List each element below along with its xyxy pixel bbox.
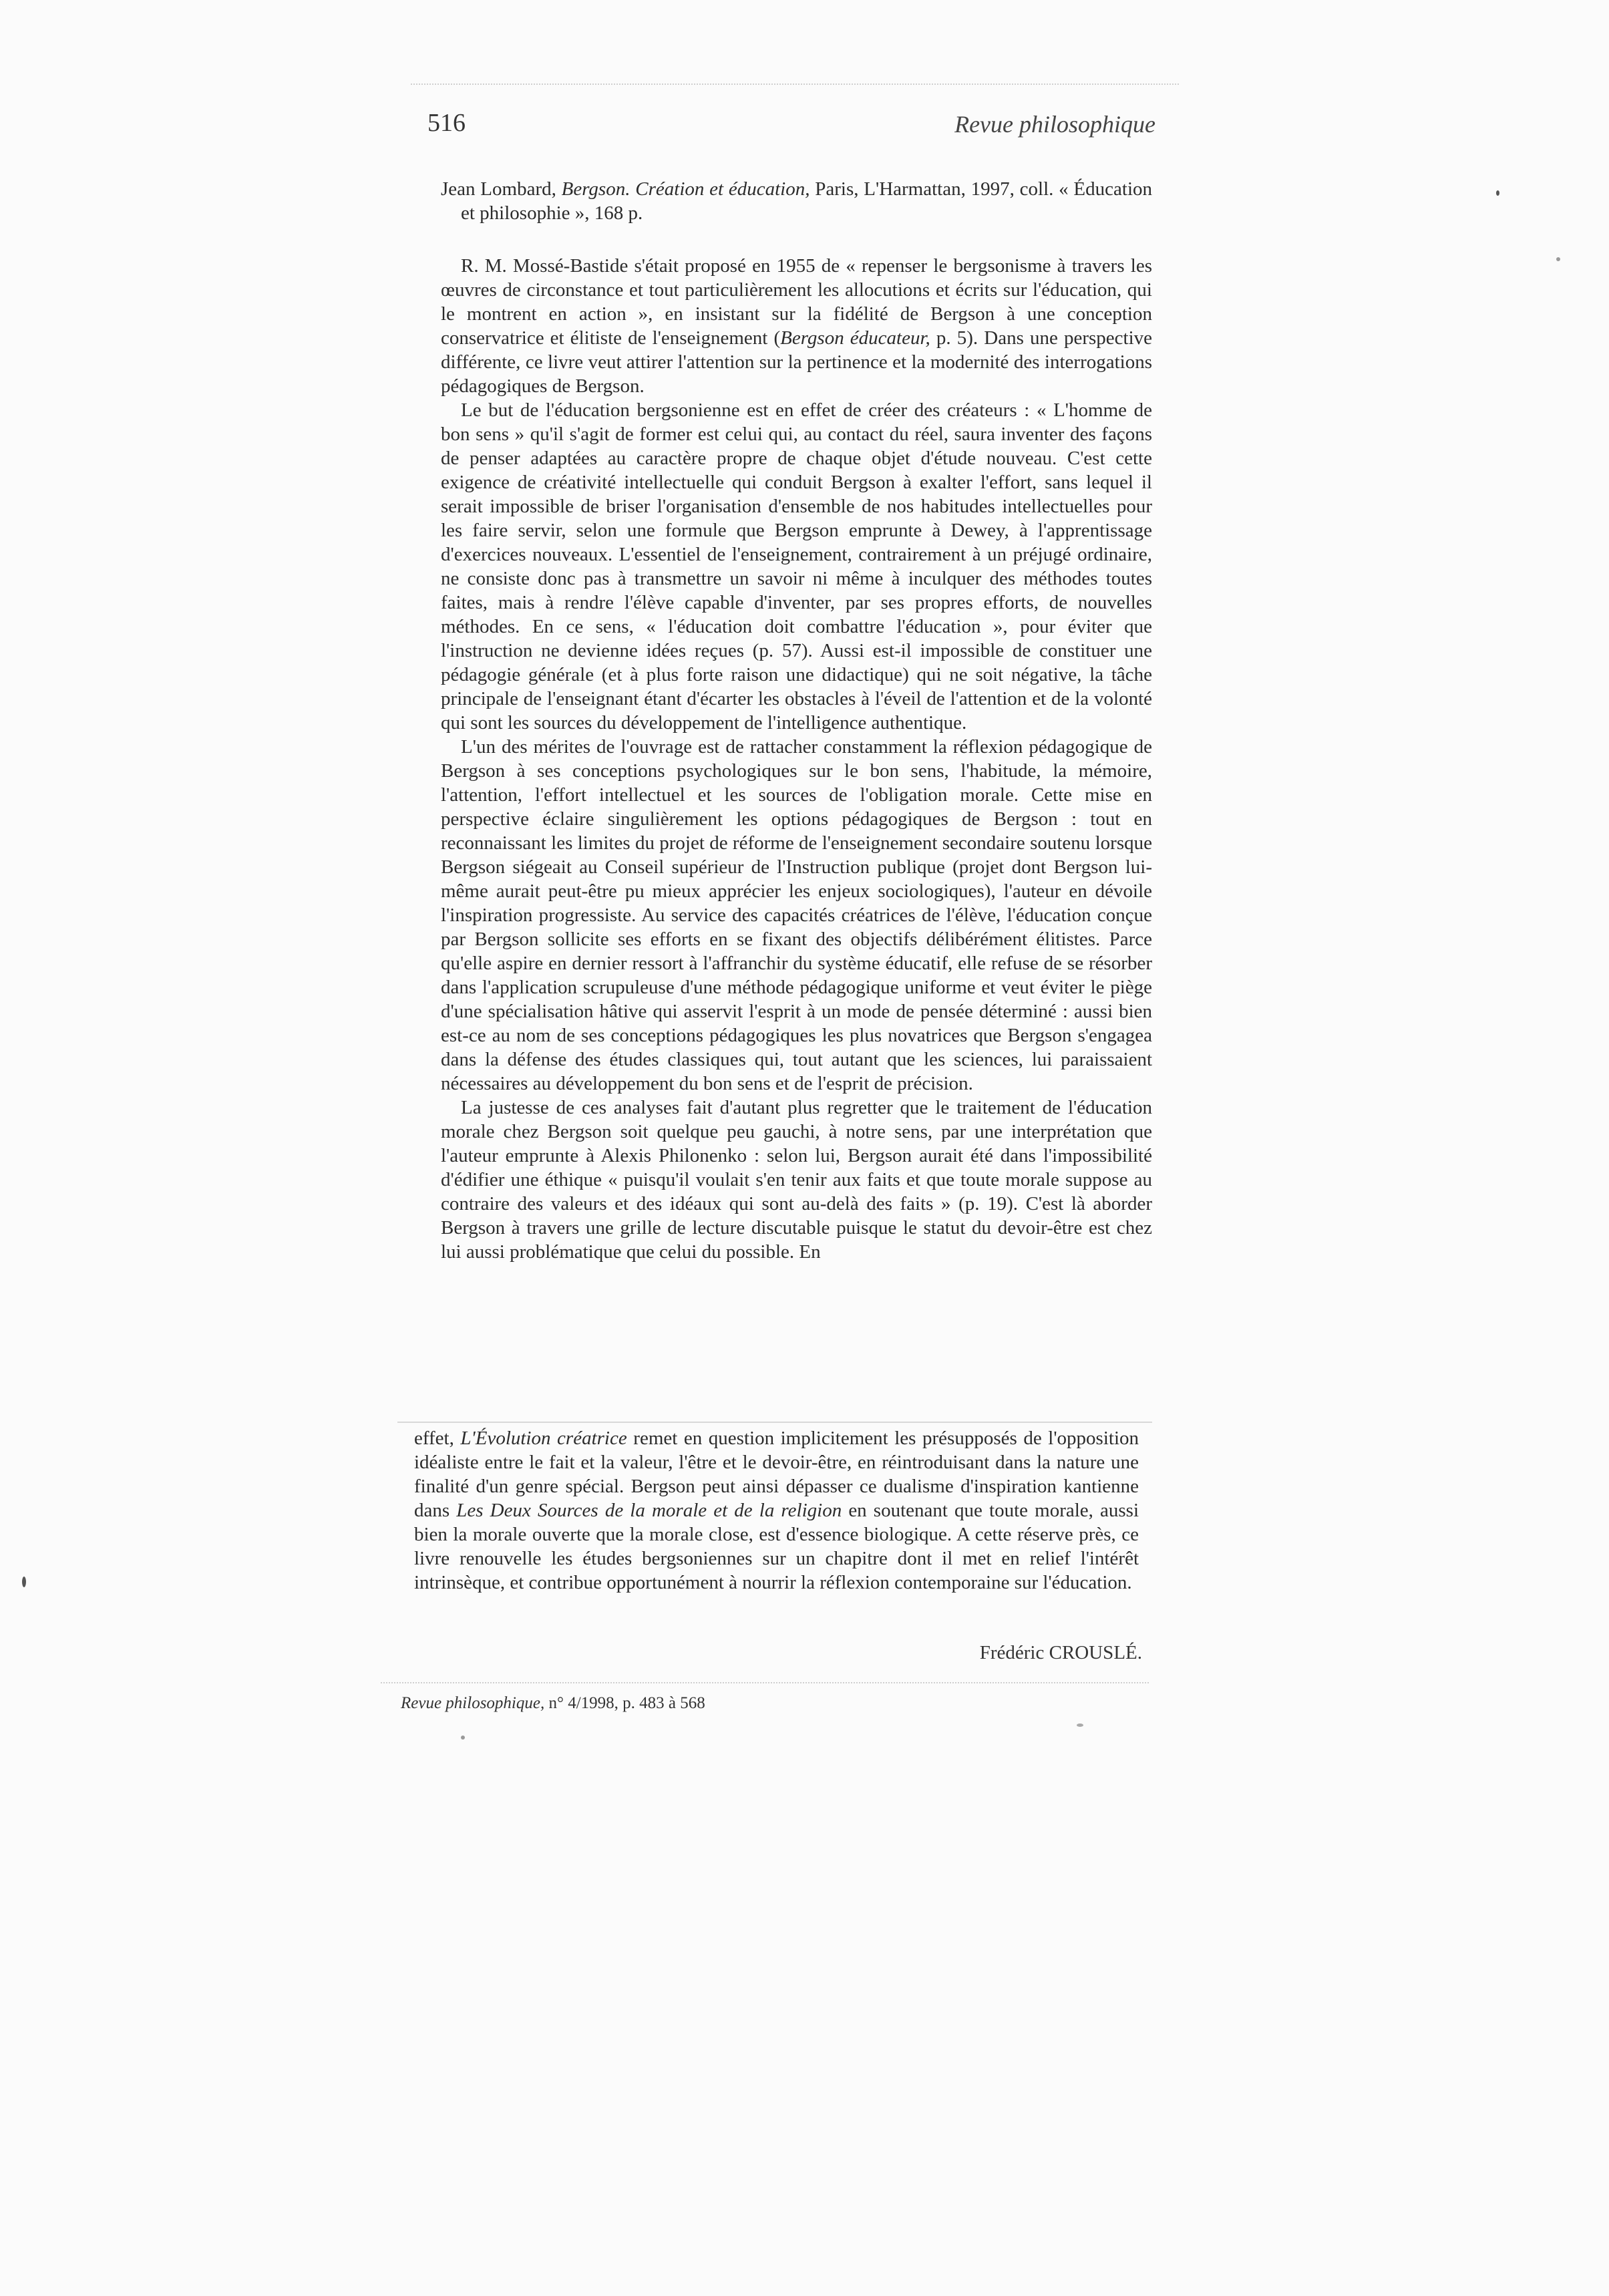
paragraph-1 (441, 254, 1152, 398)
paragraph-continuation (414, 1426, 1139, 1595)
book-title-reference: Les Deux Sources de la morale et de la religion (456, 1500, 842, 1521)
paste-seam-divider (397, 1422, 1152, 1423)
book-title-reference: L'Évolution créatrice (460, 1428, 627, 1449)
scan-speck (1077, 1724, 1083, 1727)
scan-speck (1496, 190, 1499, 196)
book-citation (441, 177, 1152, 225)
review-continuation (414, 1426, 1139, 1595)
book-title-reference: Bergson éducateur, (780, 327, 930, 349)
reviewer-signature: Frédéric CROUSLÉ. (979, 1642, 1142, 1663)
paragraph-text: en soutenant que toute morale, aussi bien la morale ouverte que la morale close, est d'essence biologique. A cette réserve près, ce livre renouvelle les études bergsoniennes sur un chapitre dont il met en relief l'intérêt intrinsèque, et contribue opportunément à nourrir la réflexion contemporaine sur l'éducation. (414, 1500, 1139, 1593)
paragraph-text: remet en question implicitement les présupposés de l'opposition idéaliste entre le fait et la valeur, l'être et le devoir-être, en réintroduisant dans la nature une finalité d'un genre spécial. Bergson peut ainsi dépasser ce dualisme d'inspiration kantienne dans (414, 1428, 1139, 1521)
footer-journal: Revue philosophique, (401, 1694, 545, 1712)
paragraph-4: La justesse de ces analyses fait d'autant plus regretter que le traitement de l'éducation morale chez Bergson soit quelque peu gauchi, à notre sens, par une interprétation que l'auteur emprunte à Alexis Philonenko : selon lui, Bergson aurait été dans l'impossibilité d'édifier une éthique « puisqu'il voulait s'en tenir aux faits et que toute morale suppose au contraire des valeurs et des idéaux qui sont au-delà des faits » (p. 19). C'est là aborder Bergson à travers une grille de lecture discutable puisque le statut du devoir-être est chez lui aussi problématique que celui du possible. En (441, 1097, 1152, 1263)
review-body (441, 254, 1152, 1264)
scan-speck (22, 1577, 26, 1587)
citation-publication: Paris, L'Harmattan, 1997, coll. « Éducation et philosophie », 168 p. (461, 178, 1153, 224)
journal-footer (401, 1694, 705, 1713)
citation-title: Bergson. (561, 178, 631, 200)
scan-speck (1556, 257, 1560, 261)
header-divider (411, 84, 1179, 85)
citation-author: Jean Lombard, (441, 178, 556, 200)
paragraph-text: R. M. Mossé-Bastide s'était proposé en 1955 de « repenser le bergsonisme à travers les œuvres de circonstance et tout particulièrement les allocutions et écrits sur l'éducation, qui le montrent en action », en insistant sur la fidélité de Bergson à une conception conservatrice et élitiste de l'enseignement ( (441, 255, 1152, 349)
page-number: 516 (427, 109, 466, 137)
citation-subtitle: Création et éducation, (635, 178, 810, 200)
footer-divider (381, 1682, 1149, 1683)
paragraph-text: effet, (414, 1428, 461, 1449)
footer-issue: n° 4/1998, p. 483 à 568 (544, 1694, 705, 1712)
scan-speck (461, 1736, 465, 1740)
paragraph-text: p. 5). Dans une perspective différente, ce livre veut attirer l'attention sur la pertinence et la modernité des interrogations pédagogiques de Bergson. (441, 327, 1152, 397)
running-head: Revue philosophique (954, 111, 1155, 138)
paragraph-2: Le but de l'éducation bergsonienne est en effet de créer des créateurs : « L'homme de bon sens » qu'il s'agit de former est celui qui, au contact du réel, saura inventer des façons de penser adaptées au caractère propre de chaque objet d'étude nouveau. C'est cette exigence de créativité intellectuelle qui conduit Bergson à exalter l'effort, sans lequel il serait impossible de briser l'organisation d'ensemble de nos habitudes intellectuelles pour les faire servir, selon une formule que Bergson emprunte à Dewey, à l'apprentissage d'exercices nouveaux. L'essentiel de l'enseignement, contrairement à un préjugé ordinaire, ne consiste donc pas à transmettre un savoir ni même à inculquer des méthodes toutes faites, mais à rendre l'élève capable d'inventer, par ses propres efforts, de nouvelles méthodes. En ce sens, « l'éducation doit combattre l'éducation », pour éviter que l'instruction ne devienne idées reçues (p. 57). Aussi est-il impossible de constituer une pédagogie générale (et à plus forte raison une didactique) qui ne soit négative, la tâche principale de l'enseignant étant d'écarter les obstacles à l'éveil de l'attention et de la volonté qui sont les sources du développement de l'intelligence authentique. (441, 399, 1152, 733)
paragraph-3: L'un des mérites de l'ouvrage est de rattacher constamment la réflexion pédagogique de Bergson à ses conceptions psychologiques sur le bon sens, l'habitude, la mémoire, l'attention, l'effort intellectuel et les sources de l'obligation morale. Cette mise en perspective éclaire singulièrement les options pédagogiques de Bergson : tout en reconnaissant les limites du projet de réforme de l'enseignement secondaire soutenu lorsque Bergson siégeait au Conseil supérieur de l'Instruction publique (projet dont Bergson lui-même aurait peut-être pu mieux apprécier les enjeux sociologiques), l'auteur en dévoile l'inspiration progressiste. Au service des capacités créatrices de l'élève, l'éducation conçue par Bergson sollicite ses efforts en se fixant des objectifs délibérément élitistes. Parce qu'elle aspire en dernier ressort à l'affranchir du système éducatif, elle refuse de se résorber dans l'application scrupuleuse d'une méthode pédagogique uniforme et veut éviter le piège d'une spécialisation hâtive qui asservit l'esprit à un mode de pensée déterminé : aussi bien est-ce au nom de ses conceptions pédagogiques les plus novatrices que Bergson s'engagea dans la défense des études classiques qui, tout autant que les sciences, lui paraissaient nécessaires au développement du bon sens et de l'esprit de précision. (441, 736, 1152, 1094)
